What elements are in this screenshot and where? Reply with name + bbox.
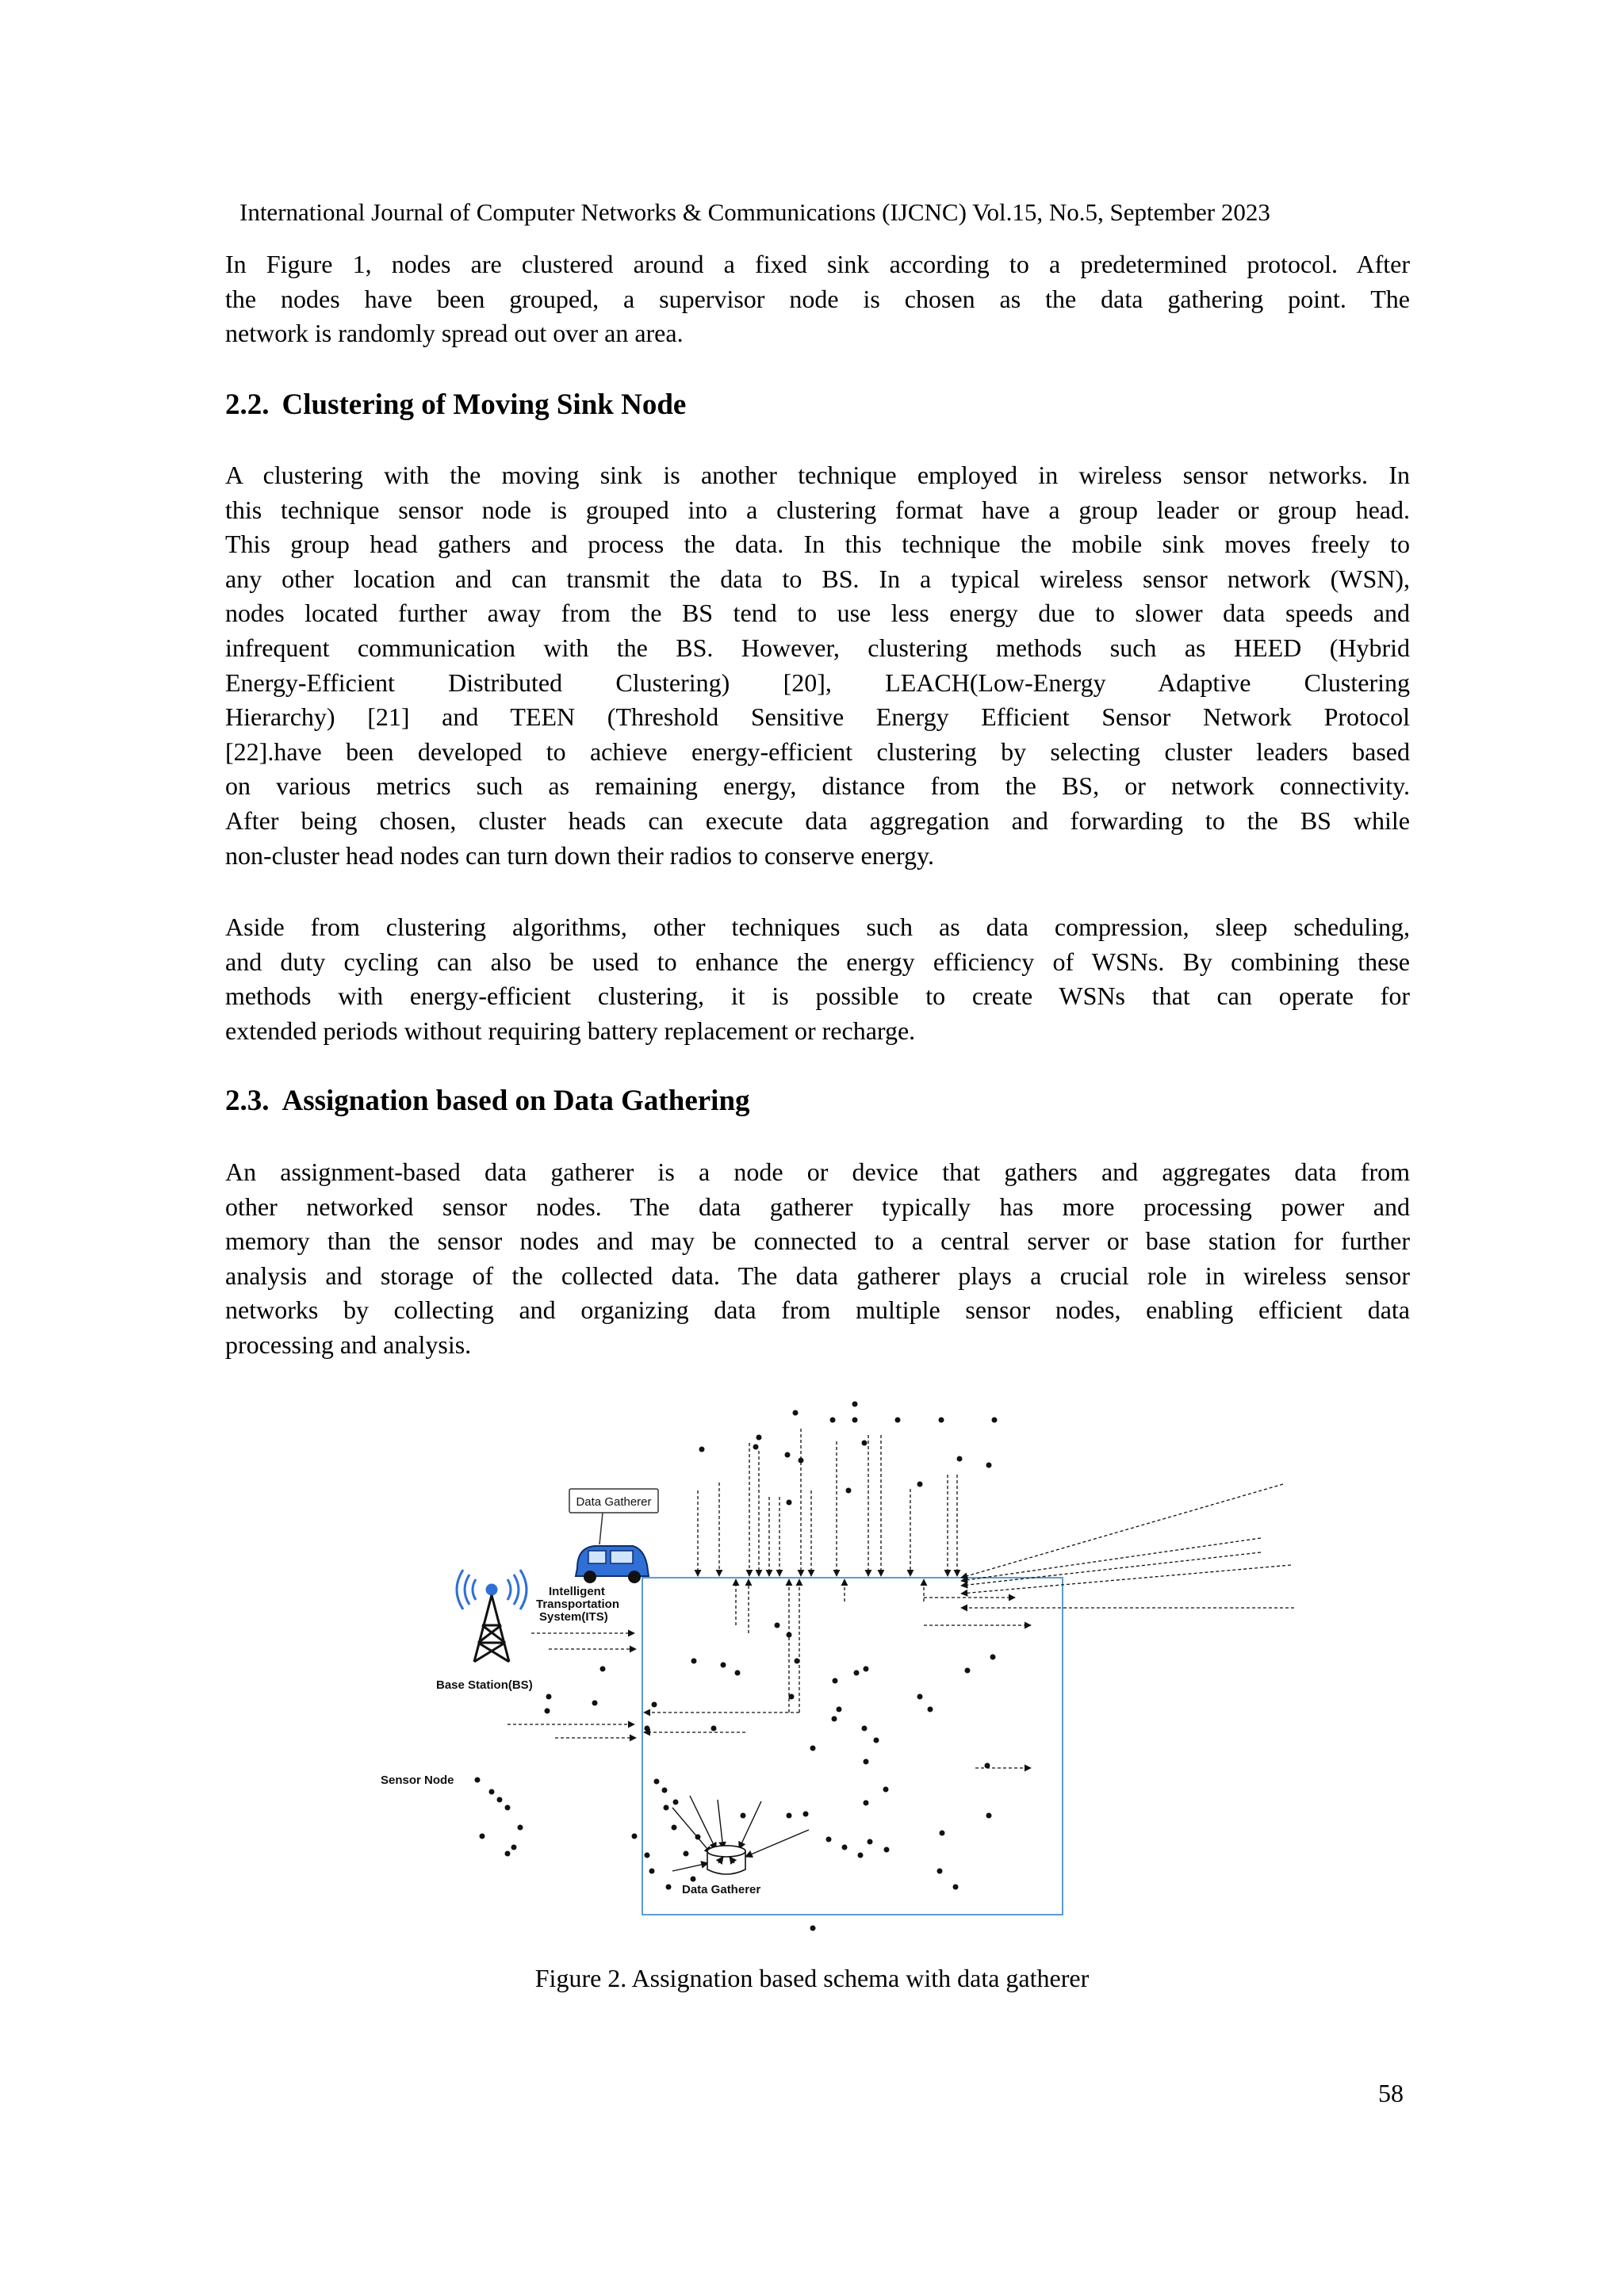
figure-caption: Figure 2. Assignation based schema with data gatherer: [534, 1964, 1090, 1992]
section-heading-2-2: [225, 388, 686, 423]
base-station-tower-icon: [457, 1570, 527, 1662]
figure-2-diagram: [365, 1395, 1300, 1942]
text-line: nodes located further away from the BS tend to use less energy due to slower data speeds and: [225, 599, 1410, 628]
incoming-vertical-arrows: [698, 1429, 957, 1576]
base-station-label: Base Station(BS): [436, 1678, 533, 1692]
data-gatherer-bottom-label: Data Gatherer: [682, 1883, 761, 1896]
text-line: any other location and can transmit the data to BS. In a typical wireless sensor network (WSN),: [225, 564, 1410, 593]
running-header: International Journal of Computer Networks & Communications (IJCNC) Vol.15, No.5, September 2023: [239, 198, 1270, 226]
text-line: memory than the sensor nodes and may be connected to a central server or base station for further: [225, 1226, 1410, 1256]
text-line: analysis and storage of the collected data. The data gatherer plays a crucial role in wireless sensor: [225, 1261, 1410, 1290]
text-line: methods with energy-efficient clustering, it is possible to create WSNs that can operate for: [225, 982, 1410, 1011]
section-2-2-paragraph-1: [225, 458, 1410, 873]
data-gatherer-label-box: [569, 1489, 658, 1544]
text-line: this technique sensor node is grouped into a clustering format have a group leader or group head.: [225, 495, 1410, 524]
text-line: After being chosen, cluster heads can execute data aggregation and forwarding to the BS while: [225, 806, 1410, 835]
section-title: Assignation based on Data Gathering: [282, 1085, 750, 1117]
text-line: Energy-Efficient Distributed Clustering) [20], LEACH(Low-Energy Adaptive Clustering: [225, 668, 1410, 697]
section-heading-2-3: [225, 1084, 750, 1119]
sensor-node-legend-dot: [475, 1777, 481, 1783]
section-number: 2.2.: [225, 388, 270, 421]
text-line: A clustering with the moving sink is another technique employed in wireless sensor networks. In: [225, 461, 1410, 489]
text-line: Hierarchy) [21] and TEEN (Threshold Sensitive Energy Efficient Sensor Network Protocol: [225, 702, 1410, 732]
text-line: In Figure 1, nodes are clustered around a fixed sink according to a predetermined protocol. After: [225, 250, 1410, 278]
section-2-2-paragraph-2: [225, 910, 1410, 1048]
upward-arrows: [736, 1579, 924, 1712]
section-number: 2.3.: [225, 1085, 270, 1117]
text-line: other networked sensor nodes. The data gatherer typically has more processing power and: [225, 1192, 1410, 1221]
its-label-line1: Intelligent: [549, 1585, 605, 1598]
data-gatherer-drum-icon: [672, 1796, 809, 1874]
text-line: [22].have been developed to achieve energy-efficient clustering by selecting cluster leaders based: [225, 737, 1410, 766]
section-title: Clustering of Moving Sink Node: [282, 388, 687, 421]
text-line: extended periods without requiring battery replacement or recharge.: [225, 1016, 916, 1045]
text-line: non-cluster head nodes can turn down their radios to conserve energy.: [225, 840, 934, 870]
text-line: infrequent communication with the BS. However, clustering methods such as HEED (Hybrid: [225, 633, 1410, 662]
incoming-right-arrows: [961, 1484, 1294, 1608]
sensor-node-label: Sensor Node: [381, 1774, 454, 1787]
intro-paragraph: [225, 247, 1410, 351]
its-label-line2: Transportation: [536, 1598, 620, 1611]
data-gatherer-top-label: Data Gatherer: [576, 1495, 652, 1509]
text-line: Aside from clustering algorithms, other techniques such as data compression, sleep scheduling,: [225, 913, 1410, 941]
text-line: on various metrics such as remaining energy, distance from the BS, or network connectivity.: [225, 771, 1410, 801]
text-line: the nodes have been grouped, a supervisor node is chosen as the data gathering point. The: [225, 284, 1410, 313]
text-line: This group head gathers and process the data. In this technique the mobile sink moves freely to: [225, 530, 1410, 559]
vehicle-icon: [576, 1546, 649, 1583]
text-line: processing and analysis.: [225, 1330, 472, 1359]
text-line: networks by collecting and organizing data from multiple sensor nodes, enabling efficient data: [225, 1295, 1410, 1325]
page-number: 58: [1378, 2079, 1404, 2107]
its-label-line3: System(ITS): [539, 1610, 608, 1624]
text-line: and duty cycling can also be used to enhance the energy efficiency of WSNs. By combining these: [225, 947, 1410, 976]
text-line: network is randomly spread out over an area.: [225, 319, 684, 348]
text-line: An assignment-based data gatherer is a node or device that gathers and aggregates data from: [225, 1158, 1410, 1186]
section-2-3-paragraph-1: [225, 1155, 1410, 1363]
